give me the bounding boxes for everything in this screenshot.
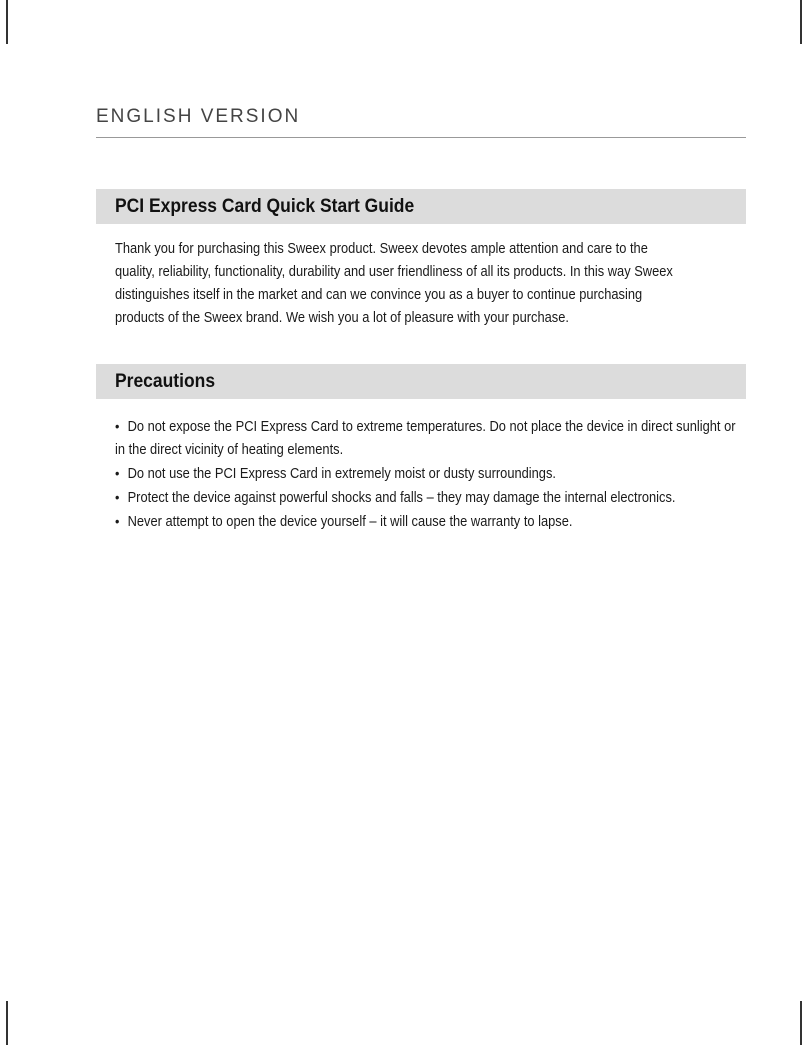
list-item — [115, 486, 736, 510]
bullet-icon: • — [115, 513, 120, 529]
precaution-text: Never attempt to open the device yourself – it will cause the warranty to lapse. — [127, 514, 573, 530]
crop-mark-top-left — [6, 0, 8, 44]
precaution-text: Do not expose the PCI Express Card to extreme temperatures. Do not place the device in direct sunlight or in the direct vicinity of heating elements. — [115, 419, 736, 458]
precaution-list — [115, 415, 736, 534]
section-bar-quick-start — [96, 189, 746, 224]
header-rule — [96, 137, 746, 138]
crop-mark-top-right — [800, 0, 802, 44]
section-title-quick-start: PCI Express Card Quick Start Guide — [115, 195, 415, 217]
list-item — [115, 462, 736, 486]
bullet-icon: • — [115, 418, 120, 434]
intro-paragraph: Thank you for purchasing this Sweex product. Sweex devotes ample attention and care to the quality, reliability, functionality, durability and user friendliness of all its products. In this way Sweex distinguishes itself in the market and can we convince you as a buyer to continue purchasing products of the Sweex brand. We wish you a lot of pleasure with your purchase. — [115, 241, 673, 326]
list-item — [115, 510, 736, 534]
version-header: ENGLISH VERSION — [96, 106, 301, 127]
crop-mark-bottom-left — [6, 1001, 8, 1045]
bullet-icon: • — [115, 465, 120, 481]
section-bar-precautions — [96, 364, 746, 399]
bullet-icon: • — [115, 489, 120, 505]
precaution-text: Do not use the PCI Express Card in extremely moist or dusty surroundings. — [127, 466, 556, 482]
list-item — [115, 415, 736, 462]
section-title-precautions: Precautions — [115, 370, 216, 392]
crop-mark-bottom-right — [800, 1001, 802, 1045]
precaution-text: Protect the device against powerful shocks and falls – they may damage the internal electronics. — [127, 490, 676, 506]
